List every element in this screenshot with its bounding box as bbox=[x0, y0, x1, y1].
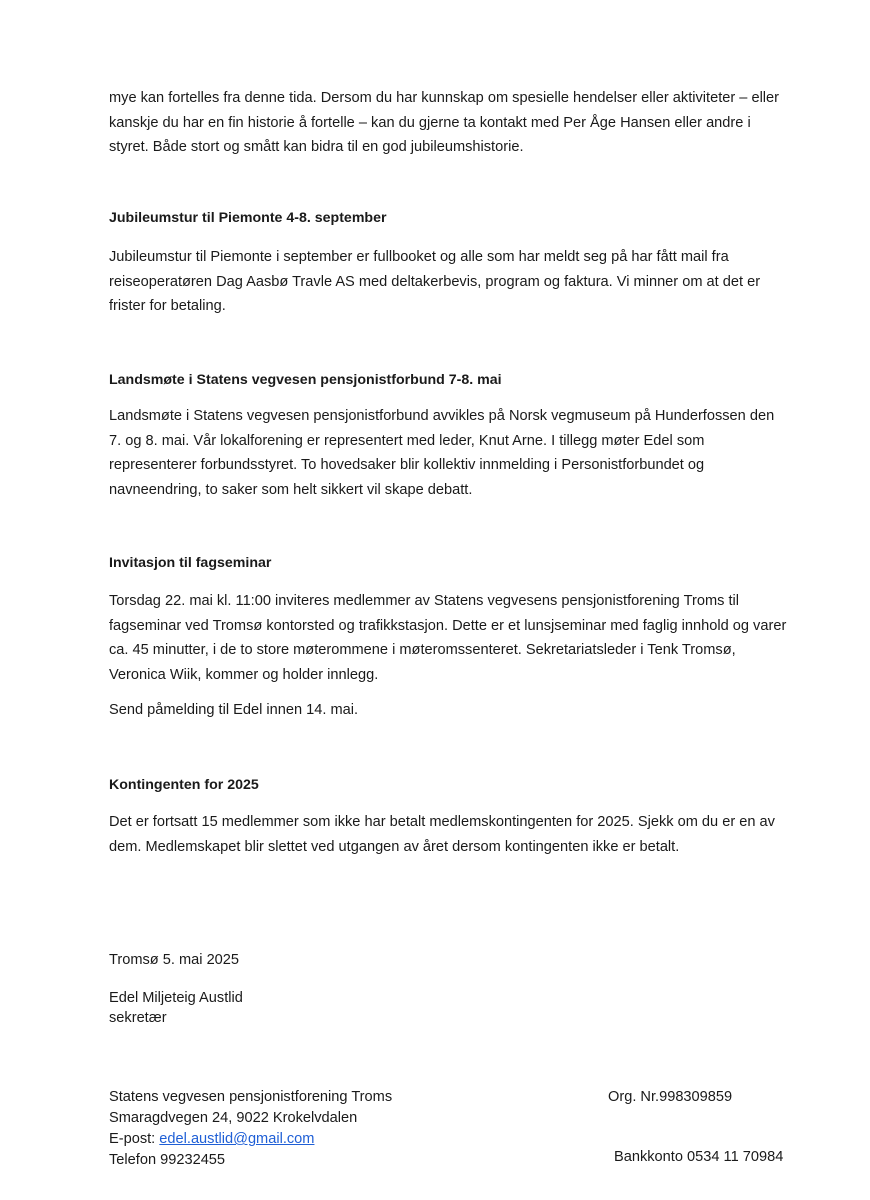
section-paragraph: Torsdag 22. mai kl. 11:00 inviteres medlemmer av Statens vegvesens pensjonistforening Troms til fagseminar ved Tromsø kontorsted og trafikkstasjon. Dette er et lunsjseminar med faglig innhold og varer ca. 45 minutter, i de to store møterommene i møteromssenteret. Sekretariatsleder i Tenk Tromsø, Veronica Wiik, kommer og holder innlegg. bbox=[109, 593, 787, 683]
section-landsmote-body bbox=[109, 404, 789, 502]
section-heading: Landsmøte i Statens vegvesen pensjonistforbund 7-8. mai bbox=[109, 372, 502, 388]
section-fagseminar-signup bbox=[109, 698, 789, 723]
section-fagseminar-body bbox=[109, 589, 789, 687]
intro-block bbox=[109, 86, 789, 160]
section-paragraph: Jubileumstur til Piemonte i september er fullbooket og alle som har meldt seg på har fått mail fra reiseoperatøren Dag Aasbø Travle AS med deltakerbevis, program og faktura. Vi minner om at det er frister for betaling. bbox=[109, 249, 761, 314]
section-kontingent-body bbox=[109, 810, 789, 859]
section-heading: Invitasjon til fagseminar bbox=[109, 555, 272, 571]
signer-name: Edel Miljeteig Austlid bbox=[109, 990, 243, 1006]
place-date-text: Tromsø 5. mai 2025 bbox=[109, 952, 240, 968]
footer-org-name: Statens vegvesen pensjonistforening Troms bbox=[109, 1089, 393, 1105]
section-kontingent bbox=[109, 775, 789, 795]
place-date bbox=[109, 950, 789, 970]
footer-phone: Telefon 99232455 bbox=[109, 1152, 226, 1168]
footer-email-label: E-post: bbox=[109, 1131, 160, 1147]
section-paragraph: Landsmøte i Statens vegvesen pensjonistforbund avvikles på Norsk vegmuseum på Hunderfossen den 7. og 8. mai. Vår lokalforening er representert med leder, Knut Arne. I tillegg møter Edel som representerer forbundsstyret. To hovedsaker blir kollektiv innmelding i Personistforbundet og navneendring, to saker som helt sikkert vil skape debatt. bbox=[109, 408, 775, 498]
section-heading: Jubileumstur til Piemonte 4-8. september bbox=[109, 210, 387, 226]
footer-address: Smaragdvegen 24, 9022 Krokelvdalen bbox=[109, 1110, 358, 1126]
footer-bank-account: Bankkonto 0534 11 70984 bbox=[614, 1149, 784, 1165]
footer-org-nr: Org. Nr.998309859 bbox=[608, 1089, 733, 1105]
section-landsmote bbox=[109, 370, 789, 390]
section-jubileumstur bbox=[109, 208, 789, 228]
section-heading: Kontingenten for 2025 bbox=[109, 777, 259, 793]
intro-paragraph: mye kan fortelles fra denne tida. Dersom du har kunnskap om spesielle hendelser eller aktiviteter – eller kanskje du har en fin historie å fortelle – kan du gjerne ta kontakt med Per Åge Hansen eller andre i styret. Både stort og smått kan bidra til en god jubileumshistorie. bbox=[109, 90, 780, 155]
signer-title: sekretær bbox=[109, 1010, 167, 1026]
signature-block bbox=[109, 988, 789, 1028]
footer-email-line bbox=[109, 1129, 529, 1150]
section-fagseminar bbox=[109, 553, 789, 573]
footer-contact bbox=[109, 1087, 529, 1171]
section-paragraph: Send påmelding til Edel innen 14. mai. bbox=[109, 702, 359, 718]
email-link[interactable]: edel.austlid@gmail.com bbox=[159, 1131, 315, 1147]
section-paragraph: Det er fortsatt 15 medlemmer som ikke har betalt medlemskontingenten for 2025. Sjekk om du er en av dem. Medlemskapet blir slettet ved utgangen av året dersom kontingenten ikke er betalt. bbox=[109, 814, 775, 855]
section-jubileumstur-body bbox=[109, 245, 789, 319]
